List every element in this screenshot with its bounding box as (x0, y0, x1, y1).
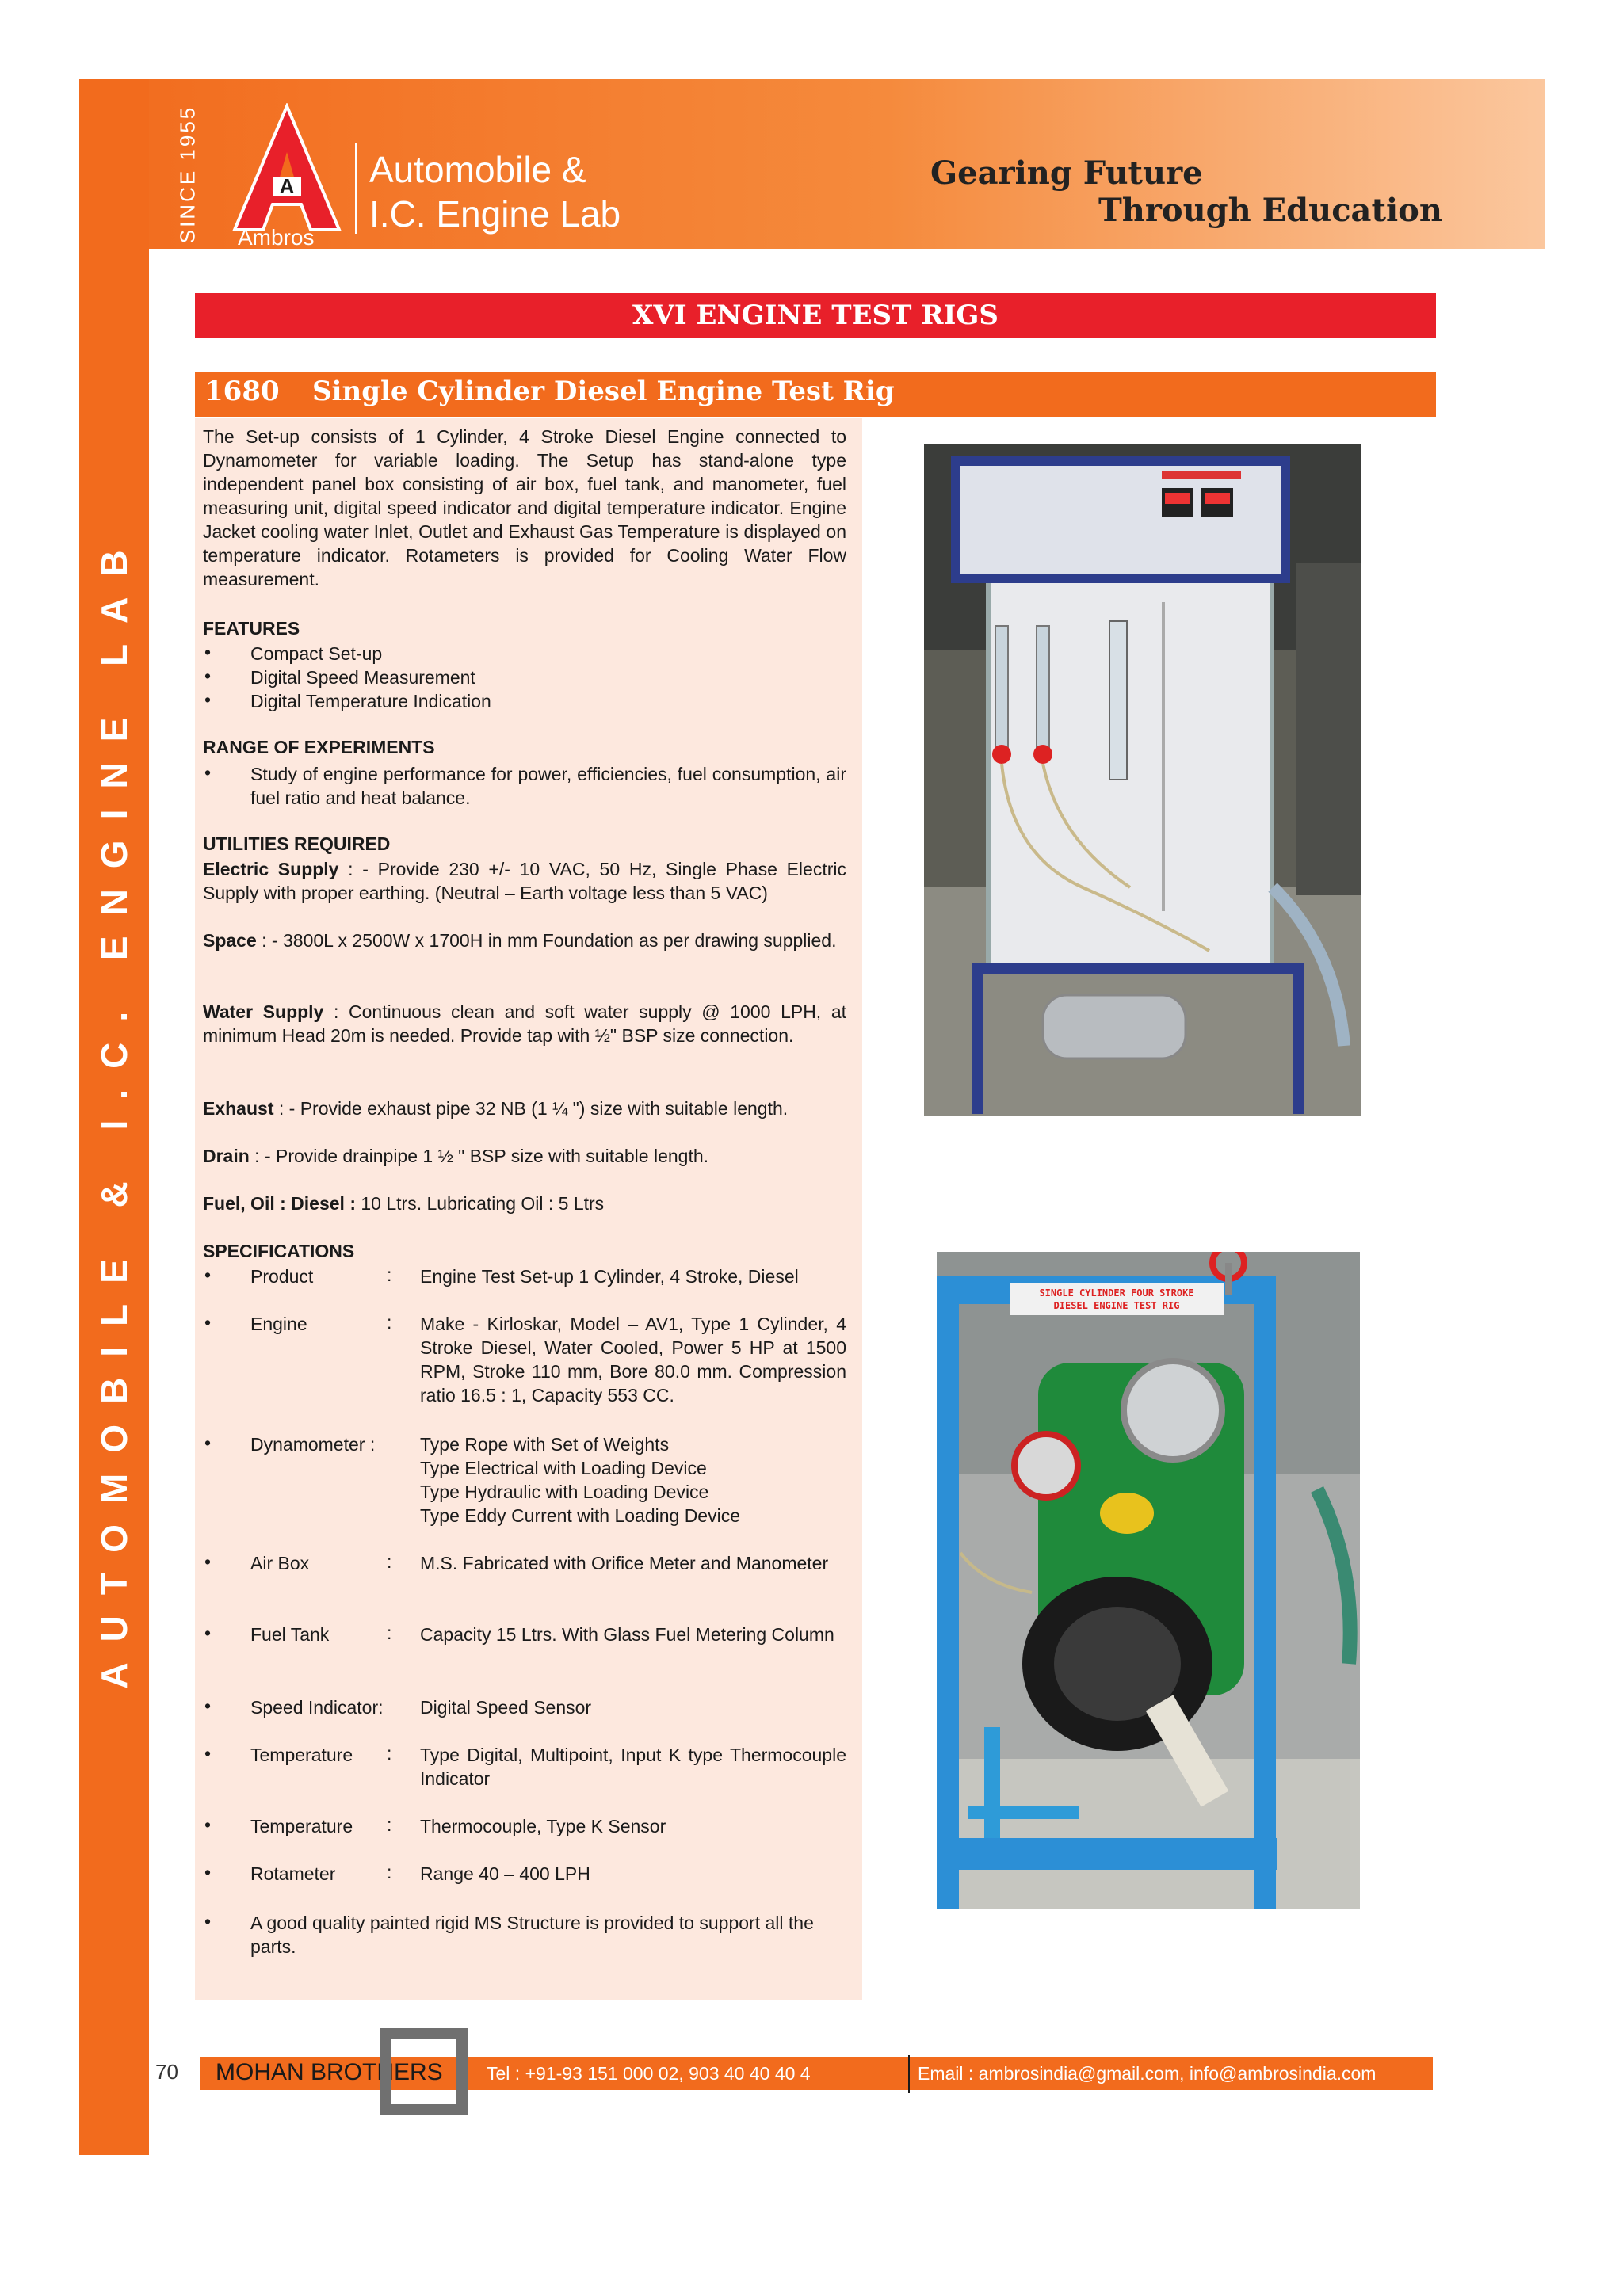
company-name: MOHAN BROTHERS (216, 2059, 443, 2085)
utility-label: Exhaust (203, 1098, 274, 1119)
utility-drain (203, 1144, 846, 1168)
bullet: • (204, 1814, 212, 1835)
utility-text: : - Provide exhaust pipe 32 NB (1 ¼ ") size with suitable length. (273, 1098, 789, 1119)
bullet: • (204, 689, 212, 710)
utility-fuel (203, 1192, 846, 1215)
utility-text: 10 Ltrs. Lubricating Oil : 5 Ltrs (355, 1193, 605, 1214)
spec-value: Range 40 – 400 LPH (420, 1863, 590, 1884)
page-number: 70 (155, 2060, 178, 2084)
spec-item: Air Box (250, 1553, 310, 1573)
spec-value: M.S. Fabricated with Orifice Meter and Manometer (420, 1553, 829, 1573)
bullet: • (204, 1862, 212, 1882)
utility-label: Space (203, 930, 257, 951)
side-title-text: AUTOMOBILE & I.C. ENGINE LAB (94, 529, 135, 1689)
feature-item: Digital Temperature Indication (250, 691, 491, 711)
utilities-heading: UTILITIES REQUIRED (203, 833, 391, 854)
bullet: • (204, 1551, 212, 1572)
features-heading: FEATURES (203, 618, 300, 639)
since-text: SINCE 1955 (175, 105, 200, 244)
spec-value: Make - Kirloskar, Model – AV1, Type 1 Cylinder, 4 Stroke Diesel, Water Cooled, Power 5 HP at 1500 RPM, Stroke 110 mm, Bore 80.0 mm. Compression ratio 16.5 : 1, Capacity 553 CC. (420, 1314, 846, 1405)
spec-value: Engine Test Set-up 1 Cylinder, 4 Stroke, Diesel (420, 1266, 799, 1287)
spec-item: Product (250, 1266, 314, 1287)
since-label (168, 105, 208, 244)
product-code: 1680 (204, 376, 280, 407)
footer-telephone: Tel : +91-93 151 000 02, 903 40 40 40 4 (487, 2063, 811, 2084)
bullet: • (204, 1264, 212, 1285)
experiments-heading: RANGE OF EXPERIMENTS (203, 737, 435, 757)
specifications-heading: SPECIFICATIONS (203, 1241, 355, 1261)
feature-item: Compact Set-up (250, 643, 383, 664)
spec-item: Engine (250, 1314, 307, 1334)
spec-item: Rotameter (250, 1863, 336, 1884)
footer-email[interactable]: Email : ambrosindia@gmail.com, info@ambrosindia.com (918, 2063, 1377, 2084)
svg-text:A: A (279, 174, 295, 198)
utility-text: : - Provide 230 +/- 10 VAC, 50 Hz, Single Phase Electric Supply with proper earthing. (Neutral – Earth voltage less than 5 VAC) (203, 859, 846, 903)
utility-text: : - 3800L x 2500W x 1700H in mm Foundation as per drawing supplied. (256, 930, 837, 951)
side-title (79, 515, 149, 1703)
footer-divider (908, 2055, 910, 2093)
product-name: Single Cylinder Diesel Engine Test Rig (312, 376, 895, 407)
description: The Set-up consists of 1 Cylinder, 4 Stroke Diesel Engine connected to Dynamometer for variable loading. The Setup has stand-alone type independent panel box consisting of air box, fuel tank, and manometer, fuel measuring unit, digital speed indicator and digital temperature indicator. Engine Jacket cooling water Inlet, Outlet and Exhaust Gas Temperature is displayed on temperature indicator. Rotameters is provided for Cooling Water Flow measurement. (203, 426, 846, 589)
spec-value: Type Rope with Set of Weights Type Electrical with Loading Device Type Hydraulic with Loading Device Type Eddy Current with Loading Device (420, 1434, 740, 1526)
ambros-logo-icon (231, 103, 342, 246)
spec-closing: A good quality painted rigid MS Structure is provided to support all the parts. (250, 1913, 814, 1957)
feature-item: Digital Speed Measurement (250, 667, 475, 688)
spec-colon: : (387, 1862, 392, 1882)
utility-label: Electric Supply (203, 859, 339, 879)
lab-title-line1: Automobile & (369, 149, 586, 190)
experiment-item: Study of engine performance for power, efficiencies, fuel consumption, air fuel ratio and heat balance. (250, 764, 846, 808)
spec-item: Fuel Tank (250, 1624, 330, 1645)
tagline-line2: Through Education (1098, 192, 1442, 229)
rig-label-line1: SINGLE CYLINDER FOUR STROKE (1039, 1287, 1194, 1299)
utility-text: : - Provide drainpipe 1 ½ " BSP size with suitable length. (249, 1146, 709, 1166)
bullet: • (204, 1743, 212, 1764)
utility-exhaust (203, 1097, 846, 1120)
spec-colon: : (387, 1312, 392, 1333)
lab-title-line2: I.C. Engine Lab (369, 193, 621, 235)
bullet: • (204, 1695, 212, 1716)
spec-item: Speed Indicator: (250, 1697, 384, 1718)
bullet: • (204, 1312, 212, 1333)
test-rig-panel-photo (924, 444, 1361, 1116)
spec-colon: : (387, 1623, 392, 1643)
utility-water (203, 1000, 846, 1047)
utility-label: Fuel, Oil : Diesel : (203, 1193, 356, 1214)
tagline-line1: Gearing Future (930, 154, 1203, 192)
rig-label-line2: DIESEL ENGINE TEST RIG (1053, 1300, 1180, 1311)
logo-divider (355, 143, 357, 234)
spec-colon: : (387, 1264, 392, 1285)
spec-colon: : (387, 1551, 392, 1572)
spec-value: Type Digital, Multipoint, Input K type Thermocouple Indicator (420, 1745, 846, 1789)
bullet: • (204, 666, 212, 686)
logo-name: Ambros (238, 225, 315, 250)
spec-item: Temperature (250, 1816, 353, 1836)
bullet: • (204, 1911, 212, 1932)
spec-item: Dynamometer : (250, 1434, 376, 1455)
utility-text: : Continuous clean and soft water supply @ 1000 LPH, at minimum Head 20m is needed. Provide tap with ½" BSP size connection. (203, 1001, 847, 1046)
utility-label: Water Supply (203, 1001, 324, 1022)
spec-colon: : (387, 1743, 392, 1764)
engine-test-rig-photo (937, 1252, 1360, 1909)
bullet: • (204, 762, 212, 783)
section-title: XVI ENGINE TEST RIGS (195, 293, 1436, 338)
utility-electric (203, 857, 846, 905)
company-logo-box (380, 2028, 468, 2115)
bullet: • (204, 642, 212, 662)
utility-label: Drain (203, 1146, 250, 1166)
spec-colon: : (387, 1814, 392, 1835)
spec-value: Capacity 15 Ltrs. With Glass Fuel Metering Column (420, 1624, 834, 1645)
utility-space (203, 929, 846, 952)
lab-title (369, 147, 621, 236)
spec-value: Digital Speed Sensor (420, 1697, 592, 1718)
spec-item: Temperature (250, 1745, 353, 1765)
bullet: • (204, 1623, 212, 1643)
spec-value: Thermocouple, Type K Sensor (420, 1816, 666, 1836)
bullet: • (204, 1432, 212, 1453)
